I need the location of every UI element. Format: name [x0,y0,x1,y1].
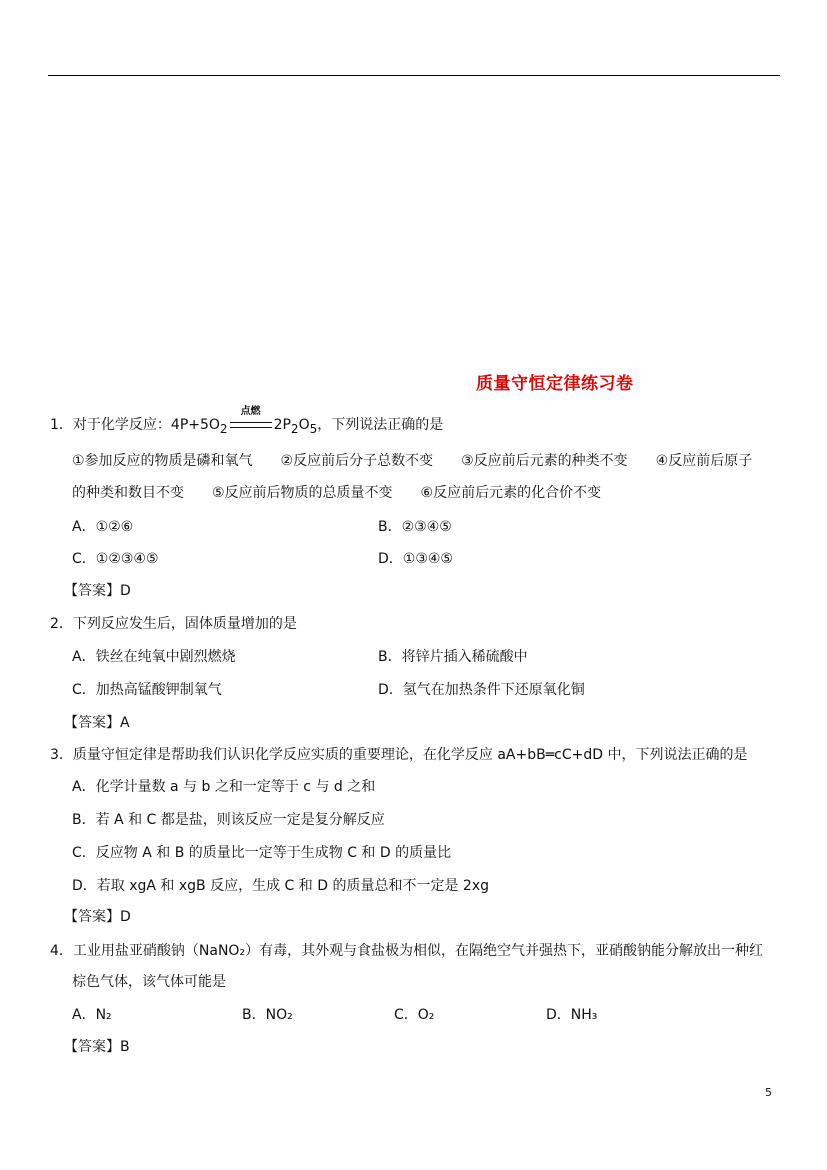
question-4-option-a: A．N₂ [72,1007,112,1023]
question-2-option-b: B．将锌片插入稀硫酸中 [378,649,528,665]
question-2-stem: 2．下列反应发生后，固体质量增加的是 [50,616,297,632]
page-number: 5 [765,1086,772,1099]
question-3-option-a: A．化学计量数 a 与 b 之和一定等于 c 与 d 之和 [72,779,376,795]
reaction-arrow: 点燃 [230,415,272,435]
question-2-option-d: D．氢气在加热条件下还原氧化铜 [378,682,585,698]
question-3-answer: 【答案】D [64,909,131,925]
question-1-statements-line-1: ①参加反应的物质是磷和氧气 ②反应前后分子总数不变 ③反应前后元素的种类不变 ④反应前后原子 [72,453,753,469]
question-1-option-c: C．①②③④⑤ [72,551,159,567]
question-1-answer: 【答案】D [64,583,131,599]
question-4-answer: 【答案】B [64,1039,130,1055]
question-2-option-c: C．加热高锰酸钾制氧气 [72,682,222,698]
question-1-option-d: D．①③④⑤ [378,551,453,567]
question-3-option-d: D．若取 xgA 和 xgB 反应，生成 C 和 D 的质量总和不一定是 2xg [72,878,489,894]
question-4-stem-line-2: 棕色气体，该气体可能是 [72,974,226,990]
question-1-stem: 1．对于化学反应：$4P+5O_2$ 点燃 $2P_2O_5$，下列说法正确的是 [50,406,444,436]
question-3-option-b: B．若 A 和 C 都是盐，则该反应一定是复分解反应 [72,812,385,828]
question-2-option-a: A．铁丝在纯氧中剧烈燃烧 [72,649,236,665]
question-4-option-c: C．O₂ [394,1007,435,1023]
question-2-answer: 【答案】A [64,715,130,731]
question-3-stem: 3．质量守恒定律是帮助我们认识化学反应实质的重要理论，在化学反应 aA+bB═cC+dD 中，下列说法正确的是 [50,747,748,763]
page-title: 质量守恒定律练习卷 [476,374,634,394]
question-1-statements-line-2: 的种类和数目不变 ⑤反应前后物质的总质量不变 ⑥反应前后元素的化合价不变 [72,485,602,501]
question-4-stem-line-1: 4．工业用盐亚硝酸钠（NaNO₂）有毒，其外观与食盐极为相似，在隔绝空气并强热下，亚硝酸钠能分解放出一种红 [50,943,764,959]
question-1-option-a: A．①②⑥ [72,519,134,535]
question-4-option-b: B．NO₂ [242,1007,293,1023]
question-1-option-b: B．②③④⑤ [378,519,452,535]
question-4-option-d: D．NH₃ [546,1007,598,1023]
header-rule [48,75,780,76]
question-3-option-c: C．反应物 A 和 B 的质量比一定等于生成物 C 和 D 的质量比 [72,845,452,861]
